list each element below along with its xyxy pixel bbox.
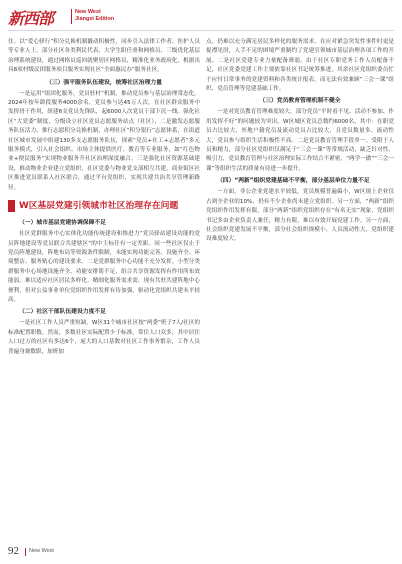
logo-en-line2: Jiangxi Edition [75,16,115,22]
footer-magazine-name: New West [29,548,54,554]
right-paragraph-2: 一是对党员教育管理难度较大，部分党员“平时看不见、活动不参加、作用发挥不好”的问题较为突出。W区城区党员总数约6000名，其中：在职党员占比较大，外地户籍党员及流动党员占比较大，且党员数量多、流动性大，党员参与组织生活积极性不高。二是党员教育管理手段单一。受限于人员和精力，部分社区党组织仅满足于“三会一课”等常规活动，缺乏针对性、吸引力，党员教育管理与社区治理实际工作结合不紧密，“两学一做”“三会一课”等组织生活的质量有待进一步提升。 [206,109,394,172]
subheading-party-education: （三）党员教育管理机制不健全 [259,98,341,105]
right-paragraph-1: 点，仍难以充分满足居民多样化的服务需求。在应对紧急突发性事件时更是捉襟见肘，人手不足的困境严重制约了党建引领城市基层治理各项工作的开展。二是社区党建专业力量配备薄弱。由于社区专职党务工作人员配备不足，社区党委党建工作主要依靠社区书记统筹推进，其余社区党组织委员忙于应付日常事务的党建资料和各类统计报表，而无法有效兼顾“三会一课”组织、党员管理等党建基础工作。 [206,39,394,93]
magazine-logo: 新西部 [8,9,54,28]
left-paragraph-3: 社区党群服务中心实体化功能传统建设和推进力“党员驿站建设功能的党员阵地建设等党员联合共建辖区”的中主标任有一定差距。同一些社区仅止于党员阵地建设，阵地布局等资源条件限制，未能实现功能完善、设施齐全、环境整洁、服务贴心的建设要求。二是党群服务中心功能不充分发挥。小型分类群服务中心场地设施齐全、功能安排简不足，组合共享资源发挥有作用所布效能弱，难以适应社区居民多样化、精细化服务需求需，现有共驻共建阵地中心便利，但对公益事业单位党组织作用发挥有待加强，驱动化党组织共建未平较高。 [8,231,200,303]
header-divider [8,30,394,31]
right-paragraph-3: 一方面，非公企业党建水平较低，党员规模普遍偏小，W区规上企业仅占到全企业的10%，仍有不少企业尚未建立党组织。另一方面，“两新”组织党组织作用发挥有限，部分“两新”组织党组织存在“有名无实”现象，党组织书记多由企业负责人兼任，精力有限，难以有效开展党建工作。另一方面，社会组织党建发展不平衡，部分社会组织规模小、人员流动性大，党组织建设难度较大。 [206,189,394,243]
subheading-two-new-orgs: （四）“两新”组织党建基础不平衡，部分基层单位力量不足 [217,178,370,185]
left-paragraph-4: 一是社区工作人员严重短缺。W区31个城市社区按“两委”班子7人/社区的标准配置职数。然而，多数社区实际配置少于标准，常住人口众多，其中居住人口过万的社区有多达6个，庞大的人口基数对社区工作事务繁杂，工作人员普遍身兼数职，加班加 [8,320,200,355]
page-number: 92 [8,545,19,557]
subheading-coordination: （一）城市基层党建协调保障不足 [19,220,106,227]
section-title [8,199,200,213]
left-paragraph-2: 一是运用“组团化服务、党员驻村”机制，推动党员参与基层治理常态化。2024年按年龄段服务4000余名，党员参与达45万人次，在社区群众服务中发挥骨干作用，组建6支党员先锋队，起6000人次党员干部下沉一线。强化社区“大党委”制度，分级设立社区党员志愿服务站点（社区），二是激发志愿服务队伍活力。推行志愿积分兑换机制，办理社区“积分银行”志愿体系，在街道社区城市发展中组建130多支志愿服务队伍，探索“党员+社工+志愿者”多元服务模式，引入社会组织、市场主体提供医疗、教育等专业服务，如“红色物业+便民服务”实现物业服务升社区治理深度融合。三是强化社区资源基础建设，推动物业企业建立党组织，社区党委与物业党支部相互共建，商业街区社区推进党员联系人社区联合，通过平台党组织，实现共建共治共享管理新路径。 [8,90,200,191]
magazine-english-name [75,9,114,23]
footer-divider [25,548,26,556]
subheading-team-building: （三）强平服务队伍建设，统筹社区治理力量 [46,79,162,86]
section-title-text: W区基层党建引领城市社区治理存在问题 [19,201,179,212]
page-header [0,0,402,30]
page-footer [8,545,208,559]
subheading-cadre-team: （二）社区干部队伍建设力度不足 [19,309,106,316]
left-paragraph-1: 住。以“爱心驿行”积分兑换机制撬动积极性，同步引入法律工作者、医护人员等专业人士，部分社区各类利民代表、大学生阳任重和网格员、三级优化基层治理系统建设，通过网格员巡回就聚居区网格员，精准化业务政府化，根据出具8项村级议团服务项目服务实现社区“全面惠民办”服务社区。 [8,39,200,74]
logo-divider [71,9,72,24]
section-marker [8,200,15,212]
left-column [8,38,200,358]
right-column [206,38,394,246]
logo-en-line1: New West [75,9,101,15]
